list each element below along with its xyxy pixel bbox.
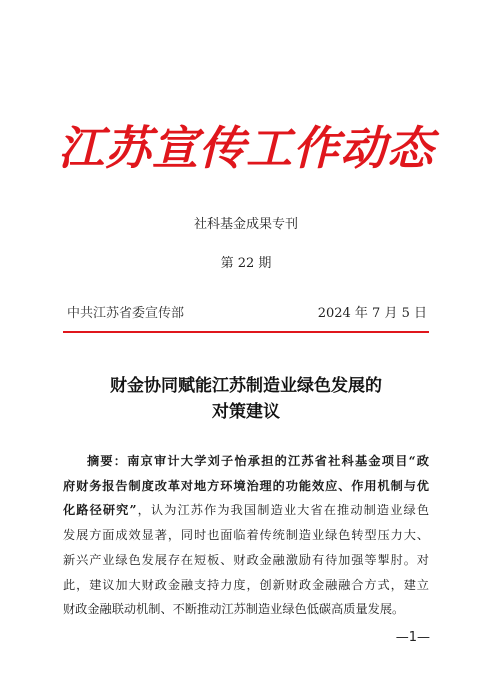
abstract-body-text-3: ，认为江苏作为我国制造业大省在推动制造业绿色 [136,503,430,518]
article-title-line-2: 对策建议 [212,402,280,422]
abstract-line-6: 此，建议加大财政金融支持力度，创新财政金融融合方式，建立 [63,577,429,592]
abstract-line-7: 财政金融联动机制、不断推动江苏制造业绿色低碳高质量发展。 [63,602,405,617]
page-number: —1— [395,630,430,645]
article-title [0,373,492,425]
abstract-project-text-2: 府财务报告制度改革对地方环境治理的功能效应、作用机制与优 [63,478,429,493]
issue-type: 社科基金成果专刊 [193,217,298,232]
abstract-paragraph [63,449,429,622]
abstract-line-1 [63,449,429,474]
issuing-department: 中共江苏省委宣传部 [67,306,185,321]
abstract-line-4: 发展方面成效显著，同时也面临着传统制造业绿色转型压力大、 [63,528,429,543]
article-title-line-1: 财金协同赋能江苏制造业绿色发展的 [110,376,382,396]
abstract-line-2 [63,474,429,499]
abstract-project-text-1: 南京审计大学刘子怡承担的江苏省社科基金项目“政 [127,454,429,468]
publication-masthead: 江苏宣传工作动态 [58,121,434,175]
header-divider [63,331,429,333]
abstract-line-3 [63,498,429,523]
issue-date: 2024 年 7 月 5 日 [317,306,427,321]
abstract-project-text-3: 化路径研究” [63,503,137,518]
abstract-label: 摘要： [87,454,128,468]
abstract-line-5: 新兴产业绿色发展存在短板、财政金融激励有待加强等掣肘。对 [63,552,429,567]
issue-number: 第 22 期 [220,256,272,271]
